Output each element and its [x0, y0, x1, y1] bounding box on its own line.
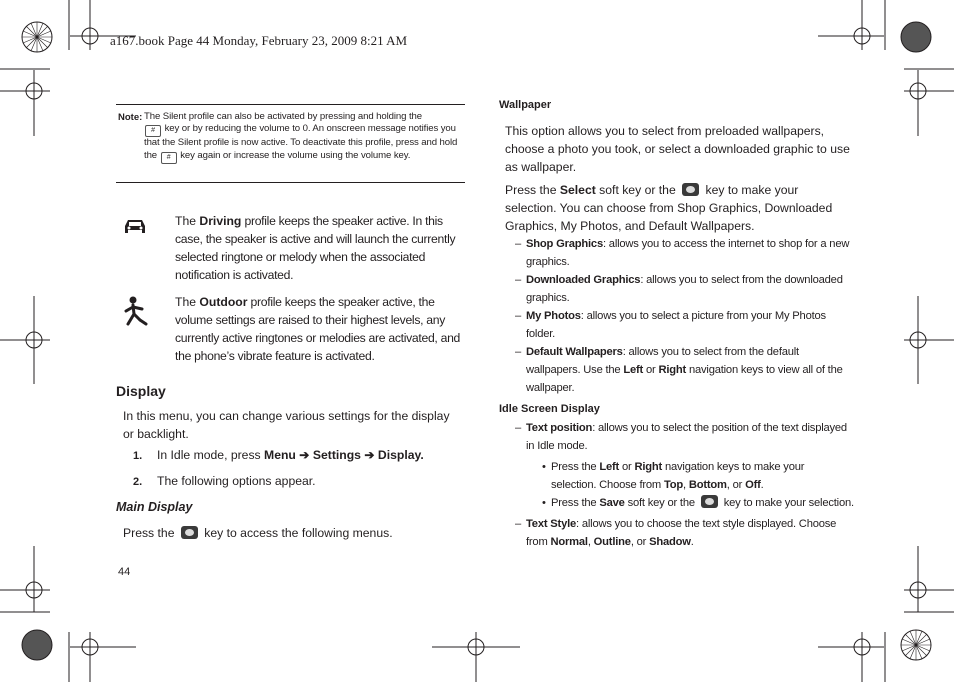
car-icon [123, 218, 147, 236]
wallpaper-intro: This option allows you to select from preloaded wallpapers, choose a photo you took, or select a downloaded graphic to use as wallpaper. [505, 124, 850, 174]
outdoor-term: Outdoor [199, 295, 248, 309]
silent-key-icon: # [145, 125, 161, 137]
wallpaper-heading: Wallpaper [499, 99, 552, 111]
note-label: Note: [118, 112, 143, 123]
print-header: a167.book Page 44 Monday, February 23, 2009 8:21 AM [110, 33, 408, 48]
note-text: The Silent profile can also be activated by pressing and holding the # key or by reducing the volume to 0. An onscreen message notifies you that the Silent profile is now active. To deactivate this profile, press and hold the # key again or increase the volume using the volume key. [144, 111, 464, 164]
idle-screen-heading: Idle Screen Display [499, 403, 600, 415]
display-step-1: 1. In Idle mode, press Menu ➔ Settings ➔ Display. [133, 448, 424, 462]
list-item: – Default Wallpapers: allows you to select from the default wallpapers. Use the Left or Right navigation keys to view all of the wallpaper. [515, 346, 843, 394]
list-item: – Downloaded Graphics: allows you to select from the downloaded graphics. [515, 274, 843, 304]
note-box [116, 104, 465, 183]
list-item: – Text Style: allows you to choose the text style displayed. Choose from Normal, Outline, or Shadow. [515, 518, 837, 548]
driving-description: The Driving profile keeps the speaker active. In this case, the speaker is active and will launch the currently selected ringtone or melody when the associated notification is activated. [175, 214, 456, 282]
main-display-text: Press the key to access the following menus. [123, 526, 393, 540]
ok-key-icon [701, 495, 718, 508]
wallpaper-instructions: Press the Select soft key or the key to make your selection. You can choose from Shop Graphics, Downloaded Graphics, My Photos, and Default Wallpapers. [505, 183, 833, 233]
list-item: • Press the Left or Right navigation keys to make your selection. Choose from Top, Bottom, or Off. [542, 461, 805, 491]
page-number: 44 [118, 566, 131, 578]
main-display-heading: Main Display [116, 500, 193, 514]
driving-term: Driving [199, 214, 242, 228]
outdoor-description: The Outdoor profile keeps the speaker active, the volume settings are raised to their highest levels, any currently active ringtones or melodies are activated, and the phone’s vibrate feature is activated. [175, 295, 461, 363]
outdoor-person-icon [120, 296, 150, 328]
display-heading: Display [116, 383, 166, 399]
ok-key-icon [181, 526, 198, 539]
display-step-2: 2. The following options appear. [133, 474, 316, 488]
list-item: • Press the Save soft key or the key to make your selection. [542, 497, 854, 509]
list-item: – My Photos: allows you to select a picture from your My Photos folder. [515, 310, 826, 340]
list-item: – Text position: allows you to select the position of the text displayed in Idle mode. [515, 422, 847, 452]
silent-key-icon: # [161, 152, 177, 164]
ok-key-icon [682, 183, 699, 196]
display-intro: In this menu, you can change various settings for the display or backlight. [123, 409, 450, 441]
list-item: – Shop Graphics: allows you to access the internet to shop for a new graphics. [515, 238, 850, 268]
